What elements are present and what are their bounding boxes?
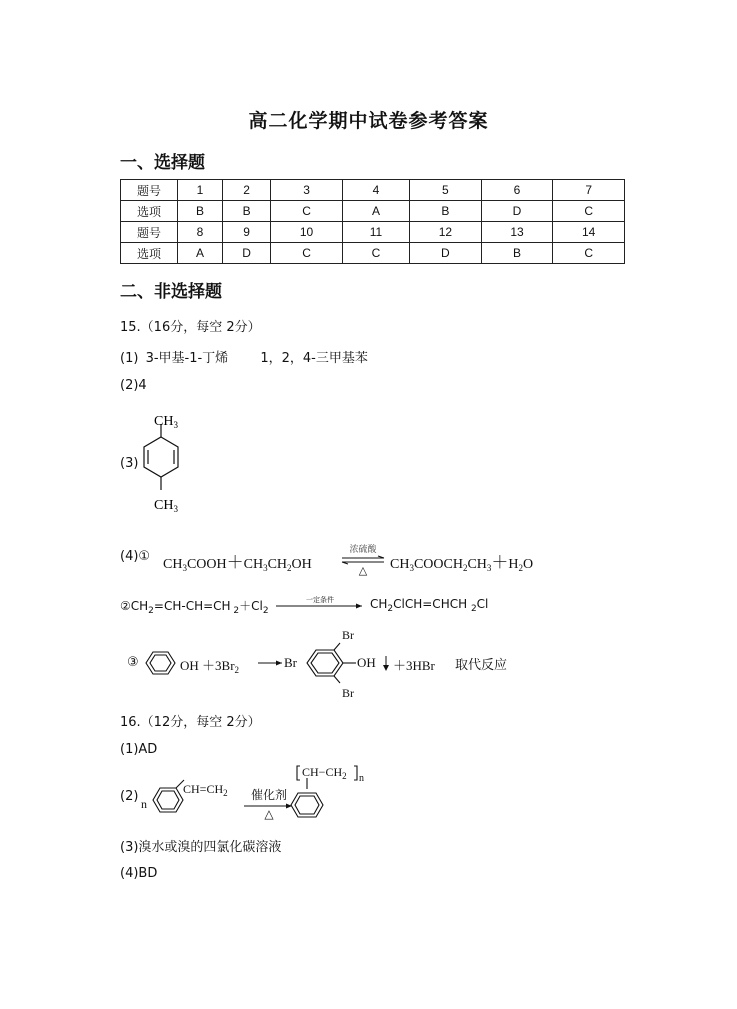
q15-answer-2: (2)4: [120, 378, 147, 393]
table-cell: 2: [222, 180, 270, 201]
table-cell: 4: [342, 180, 409, 201]
esterification-condition-bottom: △: [358, 564, 368, 577]
q16-header: 16.（12分，每空 2分）: [120, 715, 261, 730]
table-cell: 9: [222, 222, 270, 243]
table-cell: C: [342, 243, 409, 264]
q16-answer-1: (1)AD: [120, 742, 158, 757]
q16-answer-3: (3)溴水或溴的四氯化碳溶液: [120, 840, 282, 855]
addition-arrow: [276, 603, 364, 609]
q15-answer-1-text: 3-甲基-1-丁烯: [145, 351, 229, 366]
polymerization-catalyst: 催化剂: [250, 788, 287, 802]
polymerization-heat: △: [264, 807, 274, 821]
addition-product: $CH_2ClCH=CHCH$ $_2$Cl: [370, 597, 489, 614]
table-cell: B: [222, 201, 270, 222]
table-cell: 11: [342, 222, 409, 243]
reversible-arrow: [340, 556, 386, 564]
ch3-bottom-label: $CH_3$: [154, 498, 178, 514]
table-row-header: 选项: [121, 243, 178, 264]
table-cell: 5: [410, 180, 482, 201]
table-cell: C: [553, 243, 625, 264]
page-title: 高二化学期中试卷参考答案: [248, 110, 489, 132]
table-cell: A: [342, 201, 409, 222]
bromine-ortho-top-label: Br: [342, 628, 354, 642]
table-cell: D: [222, 243, 270, 264]
addition-condition: 一定条件: [306, 596, 334, 604]
table-cell: 12: [410, 222, 482, 243]
vinyl-group: $CH=CH_2$: [183, 782, 228, 798]
p-xylene-structure: [140, 408, 200, 518]
ch3-top-label: $CH_3$: [154, 414, 178, 430]
table-cell: D: [481, 201, 553, 222]
table-row: [121, 243, 625, 264]
table-cell: 14: [553, 222, 625, 243]
table-cell: D: [410, 243, 482, 264]
table-cell: A: [178, 243, 223, 264]
bromination-reactants: OH $+3Br_2$: [180, 658, 240, 675]
q15-answer-3-label: (3): [120, 456, 139, 471]
table-cell: 13: [481, 222, 553, 243]
section-heading-nonchoice: 二、非选择题: [120, 282, 222, 302]
monomer-count: n: [141, 797, 147, 811]
bromine-ortho-bottom-label: Br: [342, 686, 354, 700]
table-row-header: 选项: [121, 201, 178, 222]
table-cell: B: [410, 201, 482, 222]
table-row: [121, 180, 625, 201]
table-cell: 1: [178, 180, 223, 201]
table-cell: B: [481, 243, 553, 264]
q15-answer-1-label: (1): [120, 351, 139, 366]
precipitate-arrow: [382, 654, 390, 672]
q15-eq3-label: ③: [127, 655, 139, 670]
section-heading-choice: 一、选择题: [120, 153, 205, 173]
table-cell: 10: [271, 222, 343, 243]
q16-answer-2-label: (2): [120, 789, 139, 804]
q15-answer-1: [120, 347, 368, 366]
table-row-header: 题号: [121, 180, 178, 201]
reaction-type: 取代反应: [455, 658, 508, 673]
hbr-product: ＋3HBr: [393, 658, 435, 673]
table-cell: 6: [481, 180, 553, 201]
q15-answer-1-text2: 1，2，4-三甲基苯: [260, 351, 368, 366]
table-cell: C: [271, 243, 343, 264]
bromine-para-label: Br: [284, 655, 297, 670]
table-row: [121, 201, 625, 222]
esterification-products: $CH_3COOCH_2CH_3+H_2O$: [390, 553, 534, 573]
q15-answer-4-label: (4)①: [120, 549, 151, 564]
table-row: [121, 222, 625, 243]
addition-reactants: $②CH_2=CH-CH=CH$ $_2+Cl_2$: [120, 599, 269, 616]
phenol-structure: [146, 650, 180, 676]
tribromophenol-oh-label: OH: [357, 655, 376, 670]
bromination-arrow: [258, 660, 284, 666]
table-cell: 7: [553, 180, 625, 201]
tribromophenol-structure: [304, 646, 358, 680]
polymer-repeat-unit: $CH-CH_2$: [302, 765, 347, 781]
esterification-condition-top: 浓硫酸: [349, 545, 377, 555]
esterification-reactants: $CH_3COOH+CH_3CH_2OH$: [163, 553, 312, 573]
table-cell: 3: [271, 180, 343, 201]
table-cell: C: [553, 201, 625, 222]
table-cell: C: [271, 201, 343, 222]
table-cell: 8: [178, 222, 223, 243]
q15-header: 15.（16分，每空 2分）: [120, 320, 261, 335]
polymer-degree: n: [359, 773, 364, 784]
table-row-header: 题号: [121, 222, 178, 243]
answer-table: [120, 179, 625, 264]
q16-answer-4: (4)BD: [120, 866, 158, 881]
table-cell: B: [178, 201, 223, 222]
